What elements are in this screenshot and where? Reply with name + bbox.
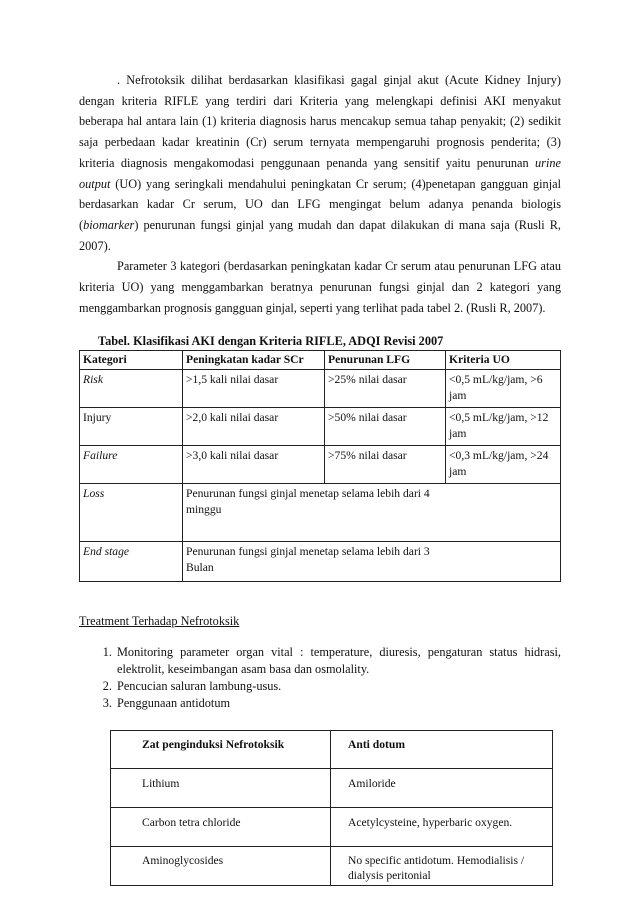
agent-carbon-tetrachloride: Carbon tetra chloride [111,808,331,847]
urine-output-term: urine output [79,155,561,191]
header-uo: Kriteria UO [446,351,561,370]
treatment-title: Treatment Terhadap Nefrotoksik [79,614,240,629]
row-failure-lfg: >75% nilai dasar [325,446,446,484]
paragraph-parameter: Parameter 3 kategori (berdasarkan peningkatan kadar Cr serum atau penurunan LFG atau kriteria UO) yang menggambarkan beratnya penurunan fungsi ginjal dan 2 kategori yang menggambarkan prognosis gangguan ginjal, seperti yang terlihat pada tabel 2. (Rusli R, 2007). [79,259,561,315]
row-risk-uo: <0,5 mL/kg/jam, >6 jam [446,370,561,408]
agent-aminoglycosides: Aminoglycosides [111,847,331,886]
row-failure-scr: >3,0 kali nilai dasar [183,446,325,484]
treatment-list [79,644,561,712]
antidote-lithium: Amiloride [331,769,553,808]
list-item: 1. Monitoring parameter organ vital : temperature, diuresis, pengaturan status hidrasi, elektrolit, keseimbangan asam basa dan osmolality. [115,644,561,678]
table-row [80,446,561,484]
row-injury-uo: <0,5 mL/kg/jam, >12 jam [446,408,561,446]
row-risk-scr: >1,5 kali nilai dasar [183,370,325,408]
header-agent: Zat penginduksi Nefrotoksik [111,731,331,769]
list-item: 3. Penggunaan antidotum [115,695,561,712]
antidote-aminoglycosides: No specific antidotum. Hemodialisis / dialysis peritonial [331,847,553,886]
document-page [79,70,561,886]
row-injury-lfg: >50% nilai dasar [325,408,446,446]
list-item: 2. Pencucian saluran lambung-usus. [115,678,561,695]
antidote-table [110,730,553,886]
row-injury-scr: >2,0 kali nilai dasar [183,408,325,446]
table-row [111,769,553,808]
antidote-carbon-tetrachloride: Acetylcysteine, hyperbaric oxygen. [331,808,553,847]
paragraph-nefrotoksik: . Nefrotoksik dilihat berdasarkan klasifikasi gagal ginjal akut (Acute Kidney Injury) dengan kriteria RIFLE yang terdiri dari Kriteria yang melengkapi definisi AKI menyakut beberapa hal antara lain (1) kriteria diagnosis harus mencakup semua tahap penyakit; (2) sedikit saja perbedaan kadar kreatinin (Cr) serum ternyata mempengaruhi prognosis penderita; (3) kriteria diagnosis mengakomodasi penggunaan penanda yang sensitif yaitu penurunan urine output (UO) yang seringkali mendahului peningkatan Cr serum; (4)penetapan gangguan ginjal berdasarkan kadar Cr serum, UO dan LFG mengingat belum adanya penanda biologis (biomarker) penurunan fungsi ginjal yang mudah dan dapat dilakukan di mana saja (Rusli R, 2007). [79,73,561,253]
row-endstage-text: Penurunan fungsi ginjal menetap selama lebih dari 3 Bulan [183,542,561,582]
row-failure-uo: <0,3 mL/kg/jam, >24 jam [446,446,561,484]
row-failure-category: Failure [80,446,183,484]
biomarker-term: biomarker [83,217,135,232]
aki-rifle-table [79,350,561,582]
table-row [111,847,553,886]
antidote-header-row [111,731,553,769]
row-endstage-category: End stage [80,542,183,582]
aki-table-caption: Tabel. Klasifikasi AKI dengan Kriteria RIFLE, ADQI Revisi 2007 [98,334,444,349]
table-row [80,370,561,408]
header-kategori: Kategori [80,351,183,370]
row-loss-text: Penurunan fungsi ginjal menetap selama lebih dari 4 minggu [183,484,561,542]
table-row [111,808,553,847]
table-row [80,408,561,446]
header-lfg: Penurunan LFG [325,351,446,370]
table-row [80,484,561,542]
table-row [80,542,561,582]
row-risk-lfg: >25% nilai dasar [325,370,446,408]
header-antidote: Anti dotum [331,731,553,769]
header-scr: Peningkatan kadar SCr [183,351,325,370]
row-risk-category: Risk [80,370,183,408]
row-injury-category: Injury [80,408,183,446]
row-loss-category: Loss [80,484,183,542]
aki-table-header-row [80,351,561,370]
agent-lithium: Lithium [111,769,331,808]
